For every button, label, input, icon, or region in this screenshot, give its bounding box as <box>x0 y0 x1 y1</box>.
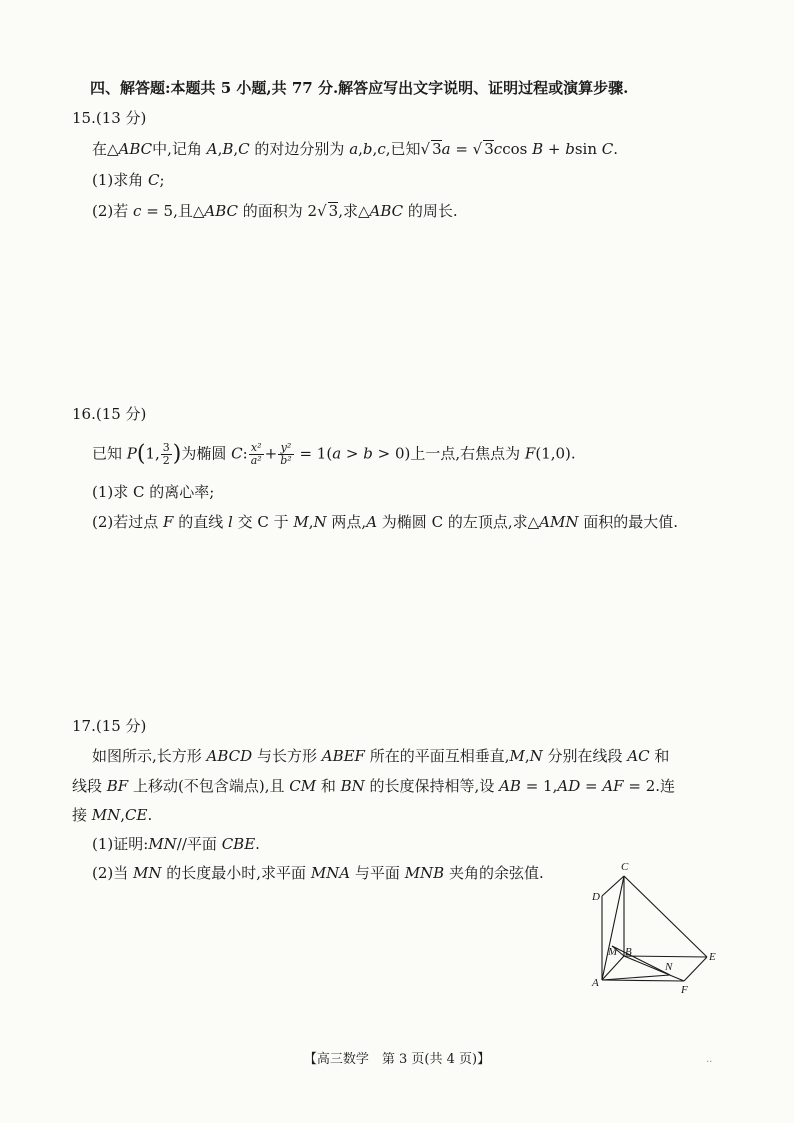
q16-stem: 已知 P(1, $\frac{3}{2}$ )为椭圆 C: $\frac{\text{x²}}{\text{a²}}$ + $\frac{\text{y²}}{\text{b²}}$ = 1(a > b > 0)上一点,右焦点为 F(1,0). <box>92 441 576 467</box>
segment-MN <box>612 946 670 975</box>
page-footer: 【高三数学 第 3 页(共 4 页)】 <box>303 1052 491 1067</box>
q17-header: 17.(15 分) <box>72 717 147 735</box>
label-M: M <box>608 946 618 958</box>
scan-mark: .. <box>706 1054 713 1065</box>
edge-AC <box>602 876 624 980</box>
label-A: A <box>592 977 599 989</box>
q15-stem: 在△ABC中,记角 A,B,C 的对边分别为 a,b,c,已知√ 3a = √ 3ccos B + bsin C. <box>92 140 619 158</box>
section-title: 四、解答题:本题共 5 小题,共 77 分.解答应写出文字说明、证明过程或演算步骤. <box>90 79 629 97</box>
label-N: N <box>665 961 673 973</box>
q17-stem-line3: 接 MN,CE. <box>72 806 153 824</box>
label-B: B <box>625 946 632 958</box>
q16-part2: (2)若过点 F 的直线 l 交 C 于 M,N 两点,A 为椭圆 C 的左顶点,求△AMN 面积的最大值. <box>92 513 678 531</box>
edge-AB <box>602 956 624 980</box>
q16-header: 16.(15 分) <box>72 405 147 423</box>
geometry-figure <box>580 856 730 1002</box>
q17-stem-line1: 如图所示,长方形 ABCD 与长方形 ABEF 所在的平面互相垂直,M,N 分别在线段 AC 和 <box>92 747 670 765</box>
edge-CE <box>624 876 707 957</box>
q17-part2: (2)当 MN 的长度最小时,求平面 MNA 与平面 MNB 夹角的余弦值. <box>92 864 544 882</box>
edge-AF <box>602 980 684 981</box>
edge-FE <box>684 957 707 981</box>
q17-part1: (1)证明:MN//平面 CBE. <box>92 835 260 853</box>
q16-part1: (1)求 C 的离心率; <box>92 483 215 501</box>
label-C: C <box>621 861 629 873</box>
edge-BE <box>624 956 707 957</box>
segment-AN <box>602 975 670 980</box>
q15-header: 15.(13 分) <box>72 109 147 127</box>
label-D: D <box>592 891 600 903</box>
label-F: F <box>681 984 688 996</box>
q15-part1: (1)求角 C; <box>92 171 165 189</box>
label-E: E <box>709 951 716 963</box>
q15-part2: (2)若 c = 5,且△ABC 的面积为 2√ 3,求△ABC 的周长. <box>92 202 458 220</box>
q17-stem-line2: 线段 BF 上移动(不包含端点),且 CM 和 BN 的长度保持相等,设 AB = 1,AD = AF = 2.连 <box>72 777 676 795</box>
